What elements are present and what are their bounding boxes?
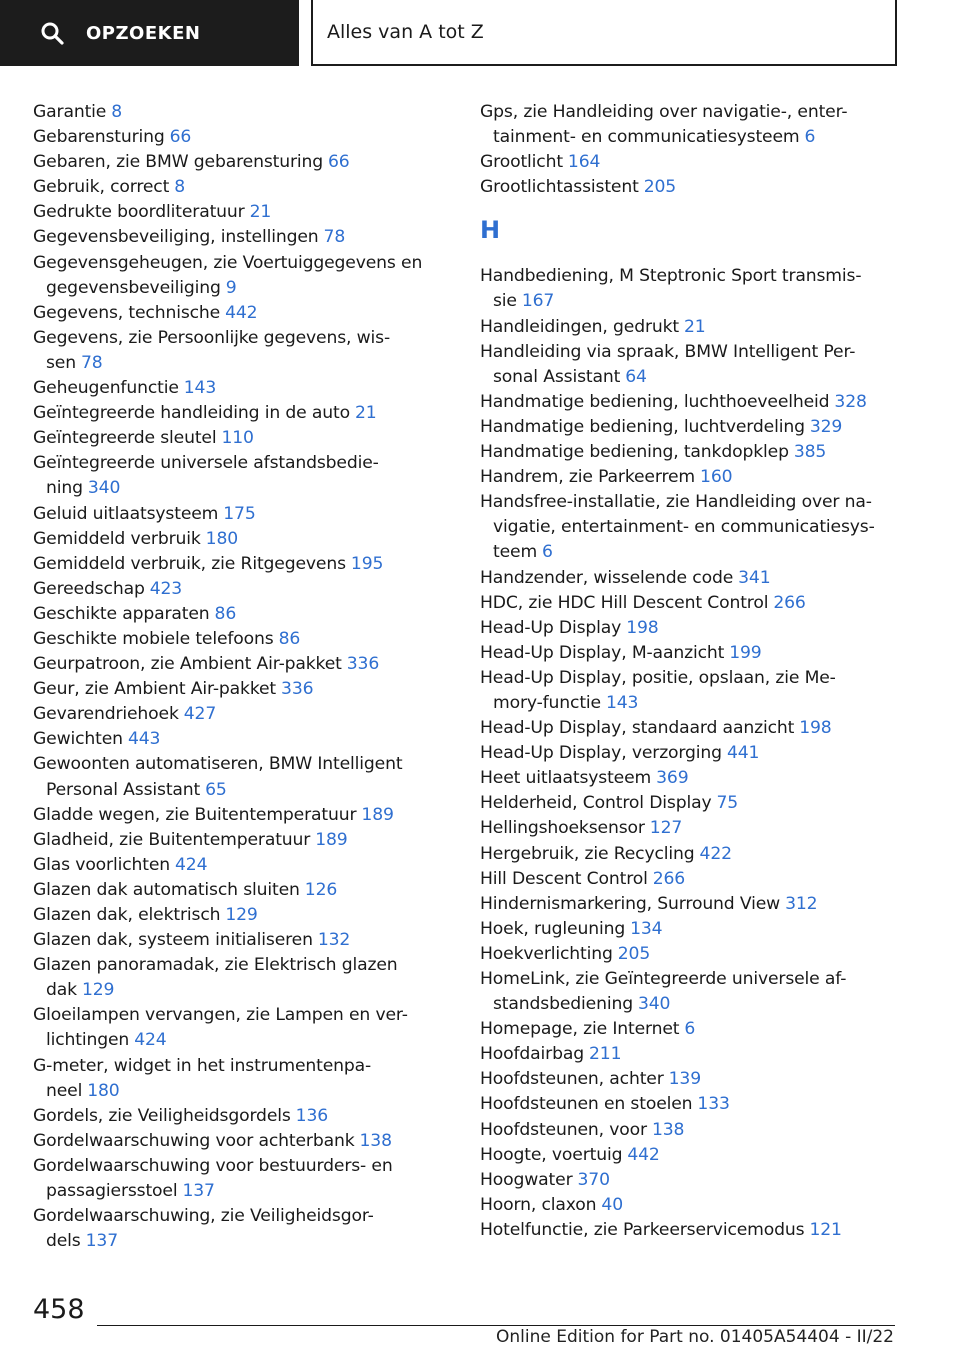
index-entry	[480, 1168, 900, 1193]
page-reference-link[interactable]: 160	[700, 467, 733, 488]
index-entry-text: Geïntegreerde universele afstandsbedie-	[33, 453, 379, 474]
index-entry-text: Gloeilampen vervangen, zie Lampen en ver-	[33, 1005, 408, 1026]
index-entry	[33, 953, 453, 1003]
index-entry-text: Glazen panoramadak, zie Elektrisch glazen	[33, 955, 398, 976]
index-entry-text: Gedrukte boordliteratuur	[33, 202, 245, 223]
index-entry	[480, 390, 900, 415]
index-entry-text: Geschikte mobiele telefoons	[33, 628, 274, 649]
index-entry-text: HDC, zie HDC Hill Descent Control	[480, 592, 769, 613]
index-entry	[480, 440, 900, 465]
index-entry-text: Glas voorlichten	[33, 854, 171, 875]
index-entry-text: Heet uitlaatsysteem	[480, 768, 652, 789]
index-entry-text: sonal Assistant	[493, 366, 621, 387]
index-entry	[480, 175, 900, 200]
index-entry	[33, 1129, 453, 1154]
index-entry	[33, 301, 453, 326]
index-entry	[33, 552, 453, 577]
index-entry	[480, 340, 900, 390]
footer-divider	[97, 1325, 895, 1326]
page-reference-link[interactable]: 9	[225, 277, 237, 298]
page-reference-link[interactable]: 138	[359, 1130, 392, 1151]
page-reference-link[interactable]: 86	[214, 603, 237, 624]
page-reference-link[interactable]: 65	[205, 779, 227, 800]
index-entry	[33, 1104, 453, 1129]
page-reference-link[interactable]: 336	[346, 654, 380, 675]
index-entry	[33, 752, 453, 802]
page-reference-link[interactable]: 110	[221, 428, 254, 449]
index-entry-text: Handzender, wisselende code	[480, 567, 734, 588]
page-reference-link[interactable]: 143	[605, 692, 639, 713]
index-entry-text: Gladde wegen, zie Buitentemperatuur	[33, 804, 357, 825]
index-entry	[33, 878, 453, 903]
index-entry	[33, 251, 453, 301]
index-entry	[33, 677, 453, 702]
page-reference-link[interactable]: 175	[223, 503, 256, 524]
index-group-g	[480, 100, 900, 200]
index-entry-text: Grootlicht	[480, 152, 563, 173]
index-entry	[33, 100, 453, 125]
index-entry-text: Garantie	[33, 102, 107, 122]
index-entry	[33, 401, 453, 426]
index-entry-text: Geïntegreerde sleutel	[33, 428, 217, 449]
top-navigation	[0, 0, 897, 66]
page-reference-link[interactable]: 427	[183, 704, 217, 725]
index-entry-text: Gordels, zie Veiligheidsgordels	[33, 1105, 291, 1126]
page-reference-link[interactable]: 134	[630, 918, 663, 939]
page-reference-link[interactable]: 441	[726, 743, 760, 764]
page-reference-link[interactable]: 336	[281, 679, 314, 700]
page-reference-link[interactable]: 121	[809, 1219, 842, 1240]
page-reference-link[interactable]: 443	[127, 729, 161, 750]
index-entry	[480, 616, 900, 641]
index-entry	[33, 200, 453, 225]
index-entry-text: Handleiding via spraak, BMW Intelligent Per-	[480, 341, 856, 362]
index-entry-text: teem	[493, 542, 538, 563]
index-entry-text: Gemiddeld verbruik, zie Ritgegevens	[33, 553, 346, 574]
index-entry-text: Handsfree-installatie, zie Handleiding over na-	[480, 492, 872, 513]
page-reference-link[interactable]: 132	[317, 930, 351, 951]
index-entry	[33, 1154, 453, 1204]
index-entry	[33, 602, 453, 627]
index-entry	[33, 451, 453, 501]
index-entry	[480, 465, 900, 490]
index-group-h	[480, 264, 900, 1243]
page-reference-link[interactable]: 129	[81, 980, 115, 1001]
index-entry-text: Glazen dak, elektrisch	[33, 905, 221, 925]
index-entry	[480, 666, 900, 716]
index-entry-text: Handbediening, M Steptronic Sport transmis-	[480, 266, 862, 287]
page-reference-link[interactable]: 340	[637, 994, 671, 1015]
page-reference-link[interactable]: 329	[809, 416, 843, 437]
index-entry-text: Geluid uitlaatsysteem	[33, 503, 219, 524]
index-entry-text: Hill Descent Control	[480, 868, 648, 889]
page-reference-link[interactable]: 143	[183, 378, 217, 399]
index-entry	[480, 641, 900, 666]
index-entry-text: Geurpatroon, zie Ambient Air-pakket	[33, 654, 342, 675]
page-reference-link[interactable]: 369	[656, 768, 689, 789]
section-tab[interactable]	[311, 0, 897, 66]
index-entry-text: gegevensbeveiliging	[46, 277, 221, 298]
page-reference-link[interactable]: 180	[205, 528, 239, 549]
page-reference-link[interactable]: 424	[175, 854, 208, 875]
page-reference-link[interactable]: 21	[249, 202, 272, 223]
page-reference-link[interactable]: 195	[350, 553, 384, 574]
index-entry	[33, 1054, 453, 1104]
page-reference-link[interactable]: 8	[174, 177, 185, 198]
index-entry-text: Gereedschap	[33, 578, 145, 599]
search-tab[interactable]	[0, 0, 299, 66]
index-entry-text: Hoorn, claxon	[480, 1194, 597, 1215]
index-entry-text: Handmatige bediening, luchthoeveelheid	[480, 391, 830, 412]
index-entry-text: Gps, zie Handleiding over navigatie-, enter-	[480, 102, 848, 122]
page-reference-link[interactable]: 6	[684, 1019, 696, 1040]
index-entry-text: Head-Up Display, verzorging	[480, 743, 722, 764]
index-entry	[33, 125, 453, 150]
page-reference-link[interactable]: 180	[87, 1080, 120, 1101]
index-entry-text: neel	[46, 1080, 83, 1101]
index-entry-text: Geschikte apparaten	[33, 603, 210, 624]
index-entry	[33, 627, 453, 652]
page-reference-link[interactable]: 423	[149, 578, 183, 599]
index-entry-text: dak	[46, 980, 77, 1001]
page-reference-link[interactable]: 266	[773, 592, 806, 613]
index-entry-text: Gegevensgeheugen, zie Voertuiggegevens en	[33, 252, 423, 273]
index-entry	[480, 791, 900, 816]
page-reference-link[interactable]: 205	[643, 177, 677, 198]
index-entry	[480, 315, 900, 340]
index-entry	[480, 100, 900, 150]
index-entry-text: Gebaren, zie BMW gebarensturing	[33, 152, 323, 173]
index-entry	[480, 766, 900, 791]
page-reference-link[interactable]: 127	[649, 818, 683, 839]
index-entry-text: passagiersstoel	[46, 1181, 178, 1202]
index-entry	[480, 264, 900, 314]
index-entry-text: Handmatige bediening, tankdopklep	[480, 442, 789, 463]
index-entry-text: Hoofdsteunen, voor	[480, 1119, 647, 1140]
page-reference-link[interactable]: 189	[361, 804, 394, 825]
index-entry-text: mory-functie	[493, 692, 601, 713]
page-reference-link[interactable]: 198	[799, 718, 832, 739]
page-reference-link[interactable]: 189	[315, 829, 348, 850]
page-reference-link[interactable]: 78	[323, 227, 346, 248]
index-entry	[480, 1118, 900, 1143]
index-entry	[480, 1092, 900, 1117]
index-entry	[480, 566, 900, 591]
page-reference-link[interactable]: 167	[521, 291, 555, 312]
page-reference-link[interactable]: 442	[627, 1144, 660, 1165]
page-reference-link[interactable]: 137	[182, 1181, 215, 1202]
index-entry-text: Gebarensturing	[33, 127, 165, 148]
index-entry-text: Gegevensbeveiliging, instellingen	[33, 227, 319, 248]
page-reference-link[interactable]: 139	[668, 1069, 701, 1090]
index-entry-text: Gegevens, zie Persoonlijke gegevens, wis-	[33, 327, 391, 348]
index-entry-text: Hoofdsteunen en stoelen	[480, 1094, 693, 1115]
index-entry-text: Grootlichtassistent	[480, 177, 639, 198]
index-entry-text: Gemiddeld verbruik	[33, 528, 201, 549]
index-entry	[480, 942, 900, 967]
index-column-left	[33, 100, 453, 1254]
index-entry	[33, 702, 453, 727]
index-entry-text: Gevarendriehoek	[33, 704, 179, 725]
page-reference-link[interactable]: 21	[355, 403, 377, 424]
index-entry-text: tainment- en communicatiesysteem	[493, 127, 800, 148]
index-entry	[33, 175, 453, 200]
index-entry-text: Hoek, rugleuning	[480, 918, 626, 939]
index-entry-text: Gewichten	[33, 729, 123, 750]
index-entry-text: Gordelwaarschuwing voor bestuurders- en	[33, 1155, 393, 1176]
page-reference-link[interactable]: 8	[111, 102, 123, 122]
page-reference-link[interactable]: 66	[328, 152, 350, 173]
index-entry	[33, 1204, 453, 1254]
index-entry-text: vigatie, entertainment- en communicatiesys-	[493, 517, 875, 538]
index-entry	[480, 1193, 900, 1218]
index-entry	[33, 853, 453, 878]
index-entry-text: Head-Up Display	[480, 617, 622, 638]
page-reference-link[interactable]: 312	[785, 893, 818, 914]
page-reference-link[interactable]: 64	[625, 366, 647, 387]
page-reference-link[interactable]: 137	[85, 1231, 118, 1252]
index-entry-text: Hergebruik, zie Recycling	[480, 843, 695, 864]
index-entry-text: Head-Up Display, M-aanzicht	[480, 642, 725, 663]
index-entry	[33, 903, 453, 928]
page-reference-link[interactable]: 385	[793, 442, 827, 463]
index-entry	[33, 426, 453, 451]
index-entry	[480, 150, 900, 175]
index-entry-text: HomeLink, zie Geïntegreerde universele af-	[480, 969, 847, 989]
index-entry	[480, 1143, 900, 1168]
index-entry	[33, 652, 453, 677]
page-reference-link[interactable]: 129	[225, 905, 258, 925]
index-entry-text: Handrem, zie Parkeerrem	[480, 467, 696, 488]
index-entry	[480, 591, 900, 616]
index-entry	[33, 803, 453, 828]
index-entry-text: Gladheid, zie Buitentemperatuur	[33, 829, 311, 850]
page-reference-link[interactable]: 370	[577, 1169, 610, 1190]
index-entry	[480, 716, 900, 741]
page-reference-link[interactable]: 266	[652, 868, 686, 889]
page-reference-link[interactable]: 211	[589, 1044, 622, 1065]
index-entry-text: Hoogwater	[480, 1169, 573, 1190]
index-entry	[33, 376, 453, 401]
index-entry-text: Geur, zie Ambient Air-pakket	[33, 679, 277, 700]
index-entry	[33, 577, 453, 602]
index-entry-text: Hoofdsteunen, achter	[480, 1069, 664, 1090]
index-entry-text: Personal Assistant	[46, 779, 201, 800]
index-entry	[480, 892, 900, 917]
index-entry	[33, 727, 453, 752]
index-entry-text: Head-Up Display, positie, opslaan, zie Me-	[480, 667, 836, 688]
index-entry-text: Homepage, zie Internet	[480, 1019, 680, 1040]
index-entry	[480, 967, 900, 1017]
index-entry-text: Gewoonten automatiseren, BMW Intelligent	[33, 754, 403, 775]
index-entry-text: lichtingen	[46, 1030, 130, 1051]
index-entry-text: Helderheid, Control Display	[480, 793, 712, 814]
index-entry	[480, 1067, 900, 1092]
page-reference-link[interactable]: 164	[567, 152, 601, 173]
index-entry	[480, 842, 900, 867]
index-entry	[480, 1017, 900, 1042]
index-entry-text: Hotelfunctie, zie Parkeerservicemodus	[480, 1219, 805, 1240]
index-entry	[480, 867, 900, 892]
page-reference-link[interactable]: 424	[134, 1030, 167, 1051]
index-entry	[480, 490, 900, 565]
index-entry-text: Gebruik, correct	[33, 177, 170, 198]
index-entry-text: Hindernismarkering, Surround View	[480, 893, 781, 914]
index-entry-text: Handmatige bediening, luchtverdeling	[480, 416, 805, 437]
index-entry-text: standsbediening	[493, 994, 633, 1015]
page-reference-link[interactable]: 66	[169, 127, 192, 148]
index-entry-text: Hellingshoeksensor	[480, 818, 645, 839]
page-reference-link[interactable]: 136	[295, 1105, 329, 1126]
index-entry-text: Gordelwaarschuwing, zie Veiligheidsgor-	[33, 1206, 374, 1227]
index-entry	[480, 1218, 900, 1243]
page-reference-link[interactable]: 341	[738, 567, 771, 588]
page-reference-link[interactable]: 205	[617, 943, 651, 964]
index-entry	[480, 415, 900, 440]
page-reference-link[interactable]: 442	[225, 302, 258, 323]
index-entry-text: Gegevens, technische	[33, 302, 221, 323]
index-entry-text: Gordelwaarschuwing voor achterbank	[33, 1130, 355, 1151]
page-reference-link[interactable]: 198	[626, 617, 659, 638]
index-entry-text: G-meter, widget in het instrumentenpa-	[33, 1055, 372, 1076]
page-reference-link[interactable]: 86	[278, 628, 301, 649]
page-reference-link[interactable]: 340	[87, 478, 121, 499]
index-entry-text: Handleidingen, gedrukt	[480, 316, 680, 337]
page-reference-link[interactable]: 40	[601, 1194, 623, 1215]
index-entry-text: ning	[46, 478, 83, 499]
section-tab-label: Alles van A tot Z	[327, 21, 484, 43]
page-reference-link[interactable]: 126	[304, 879, 338, 900]
index-entry	[480, 816, 900, 841]
page-reference-link[interactable]: 75	[716, 793, 739, 814]
index-entry	[33, 1003, 453, 1053]
index-entry-text: Hoogte, voertuig	[480, 1144, 623, 1165]
page-reference-link[interactable]: 6	[804, 127, 816, 148]
edition-text: Online Edition for Part no. 01405A54404 - II/22	[495, 1327, 894, 1347]
index-entry-text: dels	[46, 1231, 81, 1252]
index-entry	[480, 917, 900, 942]
search-icon	[40, 21, 64, 45]
page-reference-link[interactable]: 138	[651, 1119, 685, 1140]
index-entry-text: sie	[493, 291, 517, 312]
index-entry-text: Geheugenfunctie	[33, 378, 179, 399]
index-entry-text: Hoofdairbag	[480, 1044, 584, 1065]
page-number: 458	[33, 1294, 85, 1325]
index-entry	[33, 928, 453, 953]
page-reference-link[interactable]: 133	[697, 1094, 730, 1115]
index-entry	[33, 527, 453, 552]
page-reference-link[interactable]: 328	[834, 391, 867, 412]
index-entry	[480, 1042, 900, 1067]
index-entry-text: Geïntegreerde handleiding in de auto	[33, 403, 350, 424]
index-entry-text: Glazen dak, systeem initialiseren	[33, 930, 313, 951]
index-entry	[480, 741, 900, 766]
index-column-right	[480, 100, 900, 1243]
index-entry	[33, 828, 453, 853]
index-entry-text: sen	[46, 352, 76, 373]
page-reference-link[interactable]: 6	[542, 542, 553, 563]
section-letter: H	[480, 216, 500, 245]
index-entry-text: Head-Up Display, standaard aanzicht	[480, 718, 795, 739]
index-entry	[33, 225, 453, 250]
page-reference-link[interactable]: 422	[699, 843, 732, 864]
index-entry	[33, 502, 453, 527]
index-entry	[33, 326, 453, 376]
index-entry	[33, 150, 453, 175]
page-reference-link[interactable]: 199	[729, 642, 762, 663]
index-entry-text: Glazen dak automatisch sluiten	[33, 879, 300, 900]
search-tab-label: OPZOEKEN	[86, 22, 201, 44]
index-entry-text: Hoekverlichting	[480, 943, 613, 964]
page-reference-link[interactable]: 21	[684, 316, 706, 337]
page-reference-link[interactable]: 78	[80, 352, 103, 373]
